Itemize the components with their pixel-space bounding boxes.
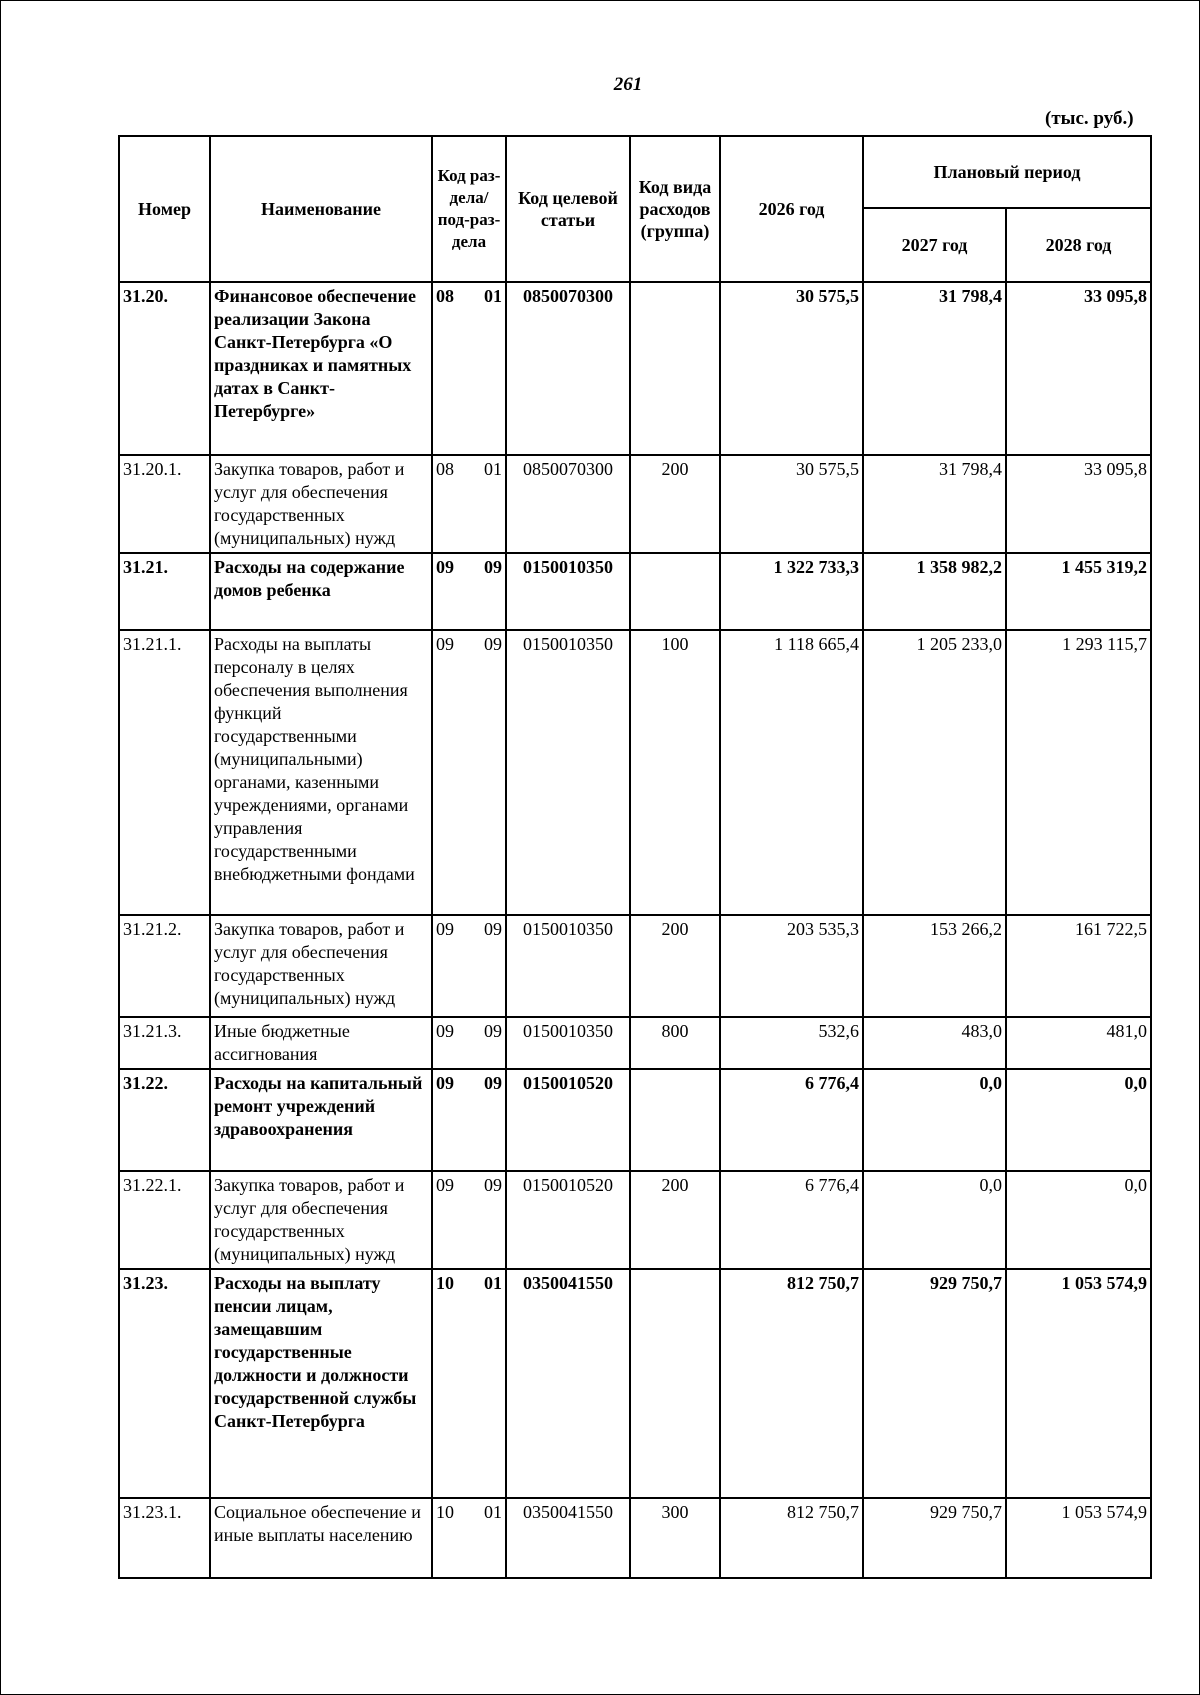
row-value-2028: 33 095,8 [1006, 282, 1151, 455]
row-name: Закупка товаров, работ и услуг для обеспечения государственных (муниципальных) нужд [210, 1171, 432, 1269]
row-name: Расходы на выплату пенсии лицам, замещавшим государственные должности и должности государственной службы Санкт-Петербурга [210, 1269, 432, 1498]
units-label: (тыс. руб.) [1045, 108, 1134, 129]
row-value-2026: 812 750,7 [720, 1269, 863, 1498]
row-target-code: 0150010350 [506, 1017, 630, 1069]
row-section-code [432, 455, 506, 553]
table-row [119, 1269, 1151, 1498]
row-expense-type [630, 1269, 720, 1498]
table-row [119, 1069, 1151, 1171]
table-row [119, 630, 1151, 915]
row-section: 10 [436, 1273, 454, 1293]
row-expense-type [630, 553, 720, 630]
row-name: Финансовое обеспечение реализации Закона Санкт-Петербурга «О праздниках и памятных датах в Санкт-Петербурге» [210, 282, 432, 455]
row-value-2028: 1 293 115,7 [1006, 630, 1151, 915]
budget-table [118, 135, 1152, 1579]
row-subsection: 09 [484, 1073, 502, 1093]
row-value-2027: 31 798,4 [863, 282, 1006, 455]
row-number: 31.21.1. [119, 630, 210, 915]
row-section-code [432, 1171, 506, 1269]
row-value-2027: 1 205 233,0 [863, 630, 1006, 915]
row-value-2027: 153 266,2 [863, 915, 1006, 1017]
row-value-2027: 0,0 [863, 1171, 1006, 1269]
row-target-code: 0150010520 [506, 1069, 630, 1171]
table-row [119, 1017, 1151, 1069]
row-subsection: 09 [484, 1175, 502, 1195]
row-number: 31.22. [119, 1069, 210, 1171]
table-row [119, 1498, 1151, 1578]
row-target-code: 0850070300 [506, 282, 630, 455]
row-number: 31.20.1. [119, 455, 210, 553]
row-subsection: 09 [484, 634, 502, 654]
header-2026: 2026 год [720, 136, 863, 282]
row-target-code: 0150010350 [506, 630, 630, 915]
row-name: Закупка товаров, работ и услуг для обеспечения государственных (муниципальных) нужд [210, 455, 432, 553]
row-number: 31.23. [119, 1269, 210, 1498]
row-section: 09 [436, 557, 454, 577]
table-row [119, 1171, 1151, 1269]
row-expense-type: 100 [630, 630, 720, 915]
row-value-2026: 532,6 [720, 1017, 863, 1069]
header-planned-period: Плановый период [863, 136, 1151, 208]
row-section-code [432, 1269, 506, 1498]
row-value-2028: 0,0 [1006, 1069, 1151, 1171]
row-number: 31.20. [119, 282, 210, 455]
page-number: 261 [613, 74, 643, 95]
row-name: Иные бюджетные ассигнования [210, 1017, 432, 1069]
table-row [119, 455, 1151, 553]
row-value-2028: 0,0 [1006, 1171, 1151, 1269]
row-subsection: 09 [484, 919, 502, 939]
row-section-code [432, 915, 506, 1017]
row-value-2026: 812 750,7 [720, 1498, 863, 1578]
row-value-2028: 1 455 319,2 [1006, 553, 1151, 630]
row-number: 31.21.2. [119, 915, 210, 1017]
header-number: Номер [119, 136, 210, 282]
row-name: Закупка товаров, работ и услуг для обеспечения государственных (муниципальных) нужд [210, 915, 432, 1017]
row-value-2028: 33 095,8 [1006, 455, 1151, 553]
header-expense-type: Код вида расходов (группа) [630, 136, 720, 282]
row-section: 08 [436, 459, 454, 479]
row-section: 09 [436, 1175, 454, 1195]
row-section: 09 [436, 1073, 454, 1093]
row-section-code [432, 553, 506, 630]
row-value-2026: 30 575,5 [720, 455, 863, 553]
row-expense-type: 800 [630, 1017, 720, 1069]
row-subsection: 01 [484, 1502, 502, 1522]
row-name: Расходы на выплаты персоналу в целях обеспечения выполнения функций государственными (муниципальными) органами, казенными учреждениями, органами управления государственными внебюджетными фондами [210, 630, 432, 915]
row-value-2027: 0,0 [863, 1069, 1006, 1171]
row-value-2026: 203 535,3 [720, 915, 863, 1017]
row-number: 31.21. [119, 553, 210, 630]
row-subsection: 01 [484, 286, 502, 306]
row-section-code [432, 282, 506, 455]
row-value-2027: 929 750,7 [863, 1498, 1006, 1578]
row-value-2028: 1 053 574,9 [1006, 1269, 1151, 1498]
row-target-code: 0150010520 [506, 1171, 630, 1269]
row-value-2027: 31 798,4 [863, 455, 1006, 553]
row-value-2027: 929 750,7 [863, 1269, 1006, 1498]
row-value-2026: 30 575,5 [720, 282, 863, 455]
row-expense-type: 200 [630, 455, 720, 553]
row-name: Расходы на капитальный ремонт учреждений здравоохранения [210, 1069, 432, 1171]
header-section-code: Код раз-дела/ под-раз-дела [432, 136, 506, 282]
header-2027: 2027 год [863, 208, 1006, 282]
row-value-2026: 6 776,4 [720, 1069, 863, 1171]
row-section: 09 [436, 634, 454, 654]
row-section-code [432, 1498, 506, 1578]
row-section: 08 [436, 286, 454, 306]
row-name: Расходы на содержание домов ребенка [210, 553, 432, 630]
row-value-2026: 1 118 665,4 [720, 630, 863, 915]
table-row [119, 282, 1151, 455]
row-value-2028: 161 722,5 [1006, 915, 1151, 1017]
row-value-2028: 481,0 [1006, 1017, 1151, 1069]
row-target-code: 0150010350 [506, 915, 630, 1017]
row-subsection: 09 [484, 1021, 502, 1041]
table-row [119, 553, 1151, 630]
header-target-code: Код целевой статьи [506, 136, 630, 282]
row-subsection: 01 [484, 1273, 502, 1293]
row-section-code [432, 630, 506, 915]
header-name: Наименование [210, 136, 432, 282]
row-value-2027: 483,0 [863, 1017, 1006, 1069]
row-number: 31.22.1. [119, 1171, 210, 1269]
row-name: Социальное обеспечение и иные выплаты населению [210, 1498, 432, 1578]
row-target-code: 0850070300 [506, 455, 630, 553]
row-section-code [432, 1069, 506, 1171]
row-section: 10 [436, 1502, 454, 1522]
row-expense-type: 300 [630, 1498, 720, 1578]
row-expense-type [630, 282, 720, 455]
row-section-code [432, 1017, 506, 1069]
row-target-code: 0350041550 [506, 1498, 630, 1578]
row-expense-type [630, 1069, 720, 1171]
table-row [119, 915, 1151, 1017]
row-value-2027: 1 358 982,2 [863, 553, 1006, 630]
row-section: 09 [436, 1021, 454, 1041]
row-expense-type: 200 [630, 915, 720, 1017]
row-subsection: 09 [484, 557, 502, 577]
row-target-code: 0350041550 [506, 1269, 630, 1498]
row-value-2026: 1 322 733,3 [720, 553, 863, 630]
row-section: 09 [436, 919, 454, 939]
row-expense-type: 200 [630, 1171, 720, 1269]
row-subsection: 01 [484, 459, 502, 479]
row-value-2026: 6 776,4 [720, 1171, 863, 1269]
row-target-code: 0150010350 [506, 553, 630, 630]
row-number: 31.23.1. [119, 1498, 210, 1578]
row-value-2028: 1 053 574,9 [1006, 1498, 1151, 1578]
row-number: 31.21.3. [119, 1017, 210, 1069]
header-2028: 2028 год [1006, 208, 1151, 282]
